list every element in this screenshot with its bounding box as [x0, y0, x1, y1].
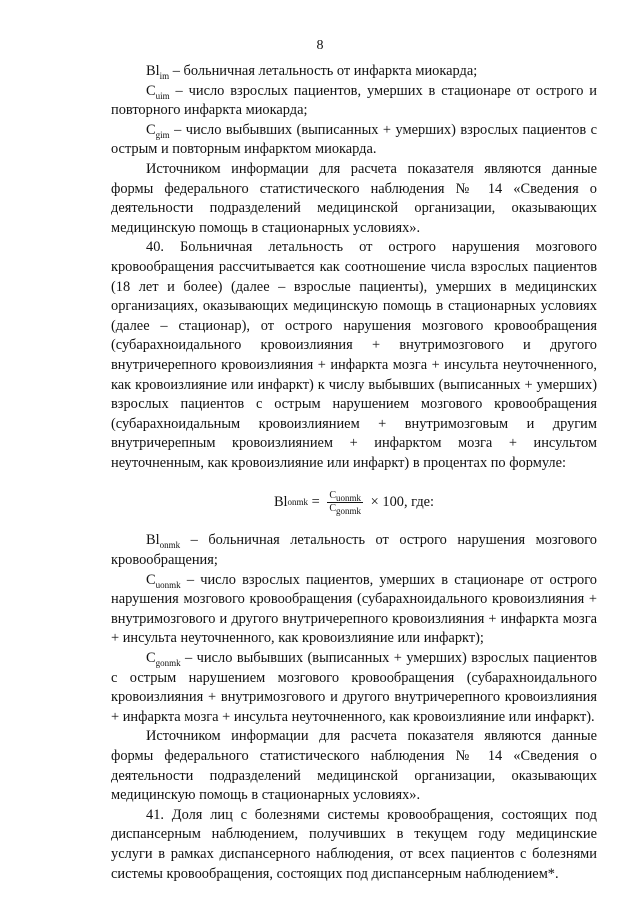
symbol: C — [146, 571, 156, 588]
definition-cuonmk — [111, 571, 597, 649]
denominator-symbol: C — [329, 502, 337, 514]
definition-cuim — [111, 82, 597, 121]
symbol-subscript: uim — [155, 90, 170, 101]
definition-cgim — [111, 121, 597, 160]
definition-blim — [111, 62, 597, 82]
symbol: C — [146, 650, 156, 667]
formula-lhs: Bl — [273, 493, 288, 510]
definition-text: – число выбывших (выписанных + умерших) взрослых пациентов с острым и повторным инфарктом миокарда. — [111, 121, 597, 158]
symbol-subscript: uonmk — [155, 579, 181, 590]
definition-text: – больничная летальность от инфаркта миокарда; — [169, 63, 478, 79]
symbol-subscript: onmk — [159, 540, 181, 551]
definition-cgonmk — [111, 649, 597, 727]
formula-fraction — [327, 490, 363, 515]
numerator-symbol: C — [329, 489, 337, 501]
definition-text: – больничная летальность от острого нарушения мозгового кровообращения; — [111, 532, 597, 569]
source-paragraph-2: Источником информации для расчета показателя являются данные формы федерального статистического наблюдения № 14 «Сведения о деятельности подразделений медицинской организации, оказывающих медицинскую помощь в стационарных условиях». — [111, 728, 597, 804]
symbol-subscript: gonmk — [155, 657, 181, 668]
symbol: C — [146, 121, 156, 138]
definition-text: – число взрослых пациентов, умерших в стационаре от острого нарушения мозгового кровообращения (субарахноидального кровоизлияния + внутримозгового и другого внутричерепного кровоизлияния + инфаркта мозга + инсульта неуточненного, как кровоизлияние или инфаркт); — [111, 571, 597, 647]
definition-text: – число выбывших (выписанных + умерших) взрослых пациентов с острым нарушением мозгового кровообращения (субарахноидального кровоизлияния + внутримозгового и другого внутричерепного кровоизлияния + инфаркта мозга + инсульта неуточненного, как кровоизлияние или инфаркт). — [111, 650, 597, 725]
document-body — [111, 62, 597, 884]
formula-numerator — [327, 490, 363, 503]
denominator-subscript: gonmk — [336, 505, 362, 516]
page-number: 8 — [316, 38, 324, 53]
source-paragraph-1: Источником информации для расчета показателя являются данные формы федерального статистического наблюдения № 14 «Сведения о деятельности подразделений медицинской организации, оказывающих медицинскую помощь в стационарных условиях». — [111, 160, 597, 236]
symbol-subscript: gim — [155, 129, 170, 140]
formula-equals: = — [308, 493, 324, 510]
formula-denominator — [327, 503, 363, 515]
numerator-subscript: uonmk — [336, 492, 362, 503]
formula-tail: × 100, где: — [367, 493, 435, 510]
definition-text: – число взрослых пациентов, умерших в стационаре от острого и повторного инфаркта миокарда; — [111, 82, 597, 119]
symbol-subscript: im — [159, 70, 170, 81]
item-41-paragraph: 41. Доля лиц с болезнями системы кровообращения, состоящих под диспансерным наблюдением, получивших в текущем году медицинские услуги в рамках диспансерного наблюдения, от всех пациентов с болезнями системы кровообращения, состоящих под диспансерным наблюдением*. — [111, 806, 597, 882]
symbol: Bl — [146, 63, 160, 79]
item-40-paragraph: 40. Больничная летальность от острого нарушения мозгового кровообращения рассчитывается как соотношение числа взрослых пациентов (18 лет и более) (далее – взрослые пациенты), умерших в медицинских организациях, оказывающих медицинскую помощь в стационарных условиях (далее – стационар), от острого нарушения мозгового кровообращения (субарахноидального кровоизлияния + внутримозгового и другого внутричерепного кровоизлияния + инфаркта мозга + инсульта неуточненного, как кровоизлияние или инфаркт) к числу выбывших (выписанных + умерших) взрослых пациентов с острым нарушением мозгового кровообращения (субарахноидальным кровоизлиянием + внутримозговым и другим внутричерепным кровоизлиянием + инфарктом мозга + инсультом неуточненным, как кровоизлияние или инфаркт) в процентах по формуле: — [111, 239, 597, 471]
formula: Bl onmk = $\frac{C_{uonmk}}{C_{gonmk}}$ × 100, где: — [273, 489, 435, 516]
definition-blonmk — [111, 531, 597, 570]
symbol: Bl — [146, 532, 160, 549]
symbol: C — [146, 82, 156, 99]
